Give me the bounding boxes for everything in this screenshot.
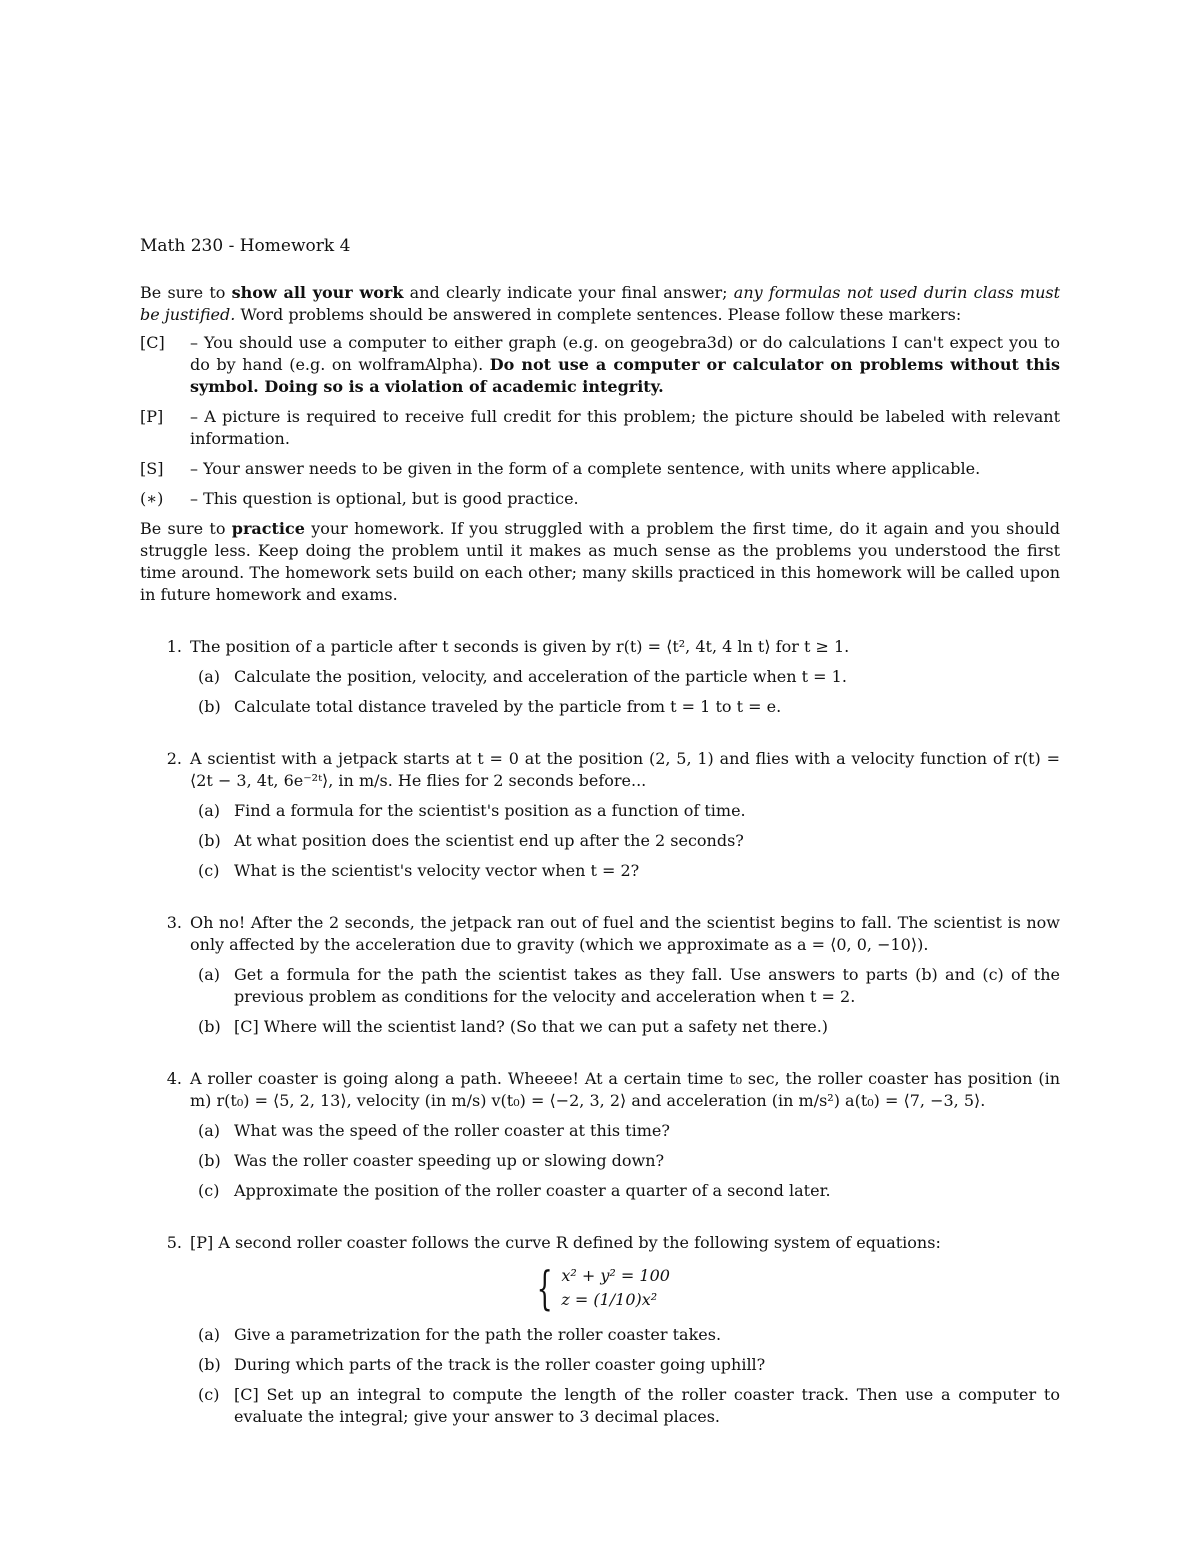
subpart: [198, 1324, 1060, 1346]
subpart-text: Was the roller coaster speeding up or slowing down?: [234, 1151, 665, 1170]
marker-desc: – This question is optional, but is good practice.: [190, 489, 579, 508]
subpart-label: (c): [198, 1385, 220, 1404]
intro-paragraph: [140, 282, 1060, 326]
subpart-text: Approximate the position of the roller coaster a quarter of a second later.: [234, 1181, 831, 1200]
subpart-text: What was the speed of the roller coaster at this time?: [234, 1121, 670, 1140]
marker-tag: [S]: [140, 459, 164, 478]
marker-item: [140, 406, 1060, 450]
marker-tag: (∗): [140, 489, 164, 508]
left-brace-icon: {: [536, 1261, 553, 1315]
subpart-label: (a): [198, 965, 221, 984]
marker-tag: [C]: [140, 333, 165, 352]
subpart: [198, 1120, 1060, 1142]
subpart-text: At what position does the scientist end up after the 2 seconds?: [234, 831, 744, 850]
problem-5: [140, 1232, 1060, 1428]
subpart: [198, 1016, 1060, 1038]
problem-number: 3.: [166, 913, 182, 932]
subpart-text: During which parts of the track is the roller coaster going uphill?: [234, 1355, 766, 1374]
subpart-text: Calculate total distance traveled by the particle from t = 1 to t = e.: [234, 697, 782, 716]
practice-paragraph: [140, 518, 1060, 606]
subpart-text: [C] Set up an integral to compute the length of the roller coaster track. Then use a computer to evaluate the integral; give your answer to 3 decimal places.: [234, 1385, 1060, 1426]
intro-text-e: Word problems should be answered in complete sentences. Please follow these markers:: [235, 305, 962, 324]
intro-bold: show all your work: [231, 283, 404, 302]
problem-4: [140, 1068, 1060, 1202]
problem-2: [140, 748, 1060, 882]
subpart-label: (b): [198, 831, 221, 850]
marker-desc: – A picture is required to receive full credit for this problem; the picture should be labeled with relevant information.: [190, 407, 1060, 448]
problem-text: Oh no! After the 2 seconds, the jetpack ran out of fuel and the scientist begins to fall. The scientist is now only affected by the acceleration due to gravity (which we approximate as a = ⟨0, 0, −10⟩).: [190, 913, 1060, 954]
subpart-label: (a): [198, 1121, 221, 1140]
subpart: [198, 1180, 1060, 1202]
intro-italic: any formulas not used durin class must be justified.: [140, 283, 1061, 324]
subpart-text: Get a formula for the path the scientist takes as they fall. Use answers to parts (b) and (c) of the previous problem as conditions for the velocity and acceleration when t = 2.: [234, 965, 1060, 1006]
problem-text: [P] A second roller coaster follows the curve R defined by the following system of equations:: [190, 1233, 941, 1252]
subpart-text: What is the scientist's velocity vector when t = 2?: [234, 861, 640, 880]
subpart: [198, 1384, 1060, 1428]
marker-tag: [P]: [140, 407, 164, 426]
subpart: [198, 800, 1060, 822]
marker-desc: [190, 332, 1060, 398]
subpart: [198, 860, 1060, 882]
subpart-text: Calculate the position, velocity, and acceleration of the particle when t = 1.: [234, 667, 847, 686]
subpart: [198, 830, 1060, 852]
homework-page: [140, 236, 1060, 1458]
subpart-label: (c): [198, 1181, 220, 1200]
equation-2: z = (1/10)x²: [561, 1290, 658, 1309]
equation-system: [140, 1261, 1060, 1315]
subpart-label: (a): [198, 1325, 221, 1344]
problem-text: The position of a particle after t seconds is given by r(t) = ⟨t², 4t, 4 ln t⟩ for t ≥ 1.: [190, 637, 850, 656]
subpart-label: (b): [198, 697, 221, 716]
marker-warning: Do not use a computer or calculator on problems without this symbol. Doing so is a violation of academic integrity.: [190, 355, 1060, 396]
marker-text: – You should use a computer to either graph (e.g. on geogebra3d) or do calculations I can't expect you to do by hand (e.g. on wolframAlpha).: [190, 333, 1060, 374]
subpart: [198, 666, 1060, 688]
subpart-label: (c): [198, 861, 220, 880]
practice-bold: practice: [231, 519, 305, 538]
subpart-text: [C] Where will the scientist land? (So that we can put a safety net there.): [234, 1017, 829, 1036]
problem-1: [140, 636, 1060, 718]
subpart-text: Find a formula for the scientist's position as a function of time.: [234, 801, 746, 820]
subpart: [198, 1150, 1060, 1172]
page-title: Math 230 - Homework 4: [140, 236, 351, 256]
problem-list: [140, 636, 1060, 1428]
problem-number: 2.: [166, 749, 182, 768]
subpart: [198, 964, 1060, 1008]
marker-desc: – Your answer needs to be given in the form of a complete sentence, with units where applicable.: [190, 459, 981, 478]
practice-text-a: Be sure to: [140, 519, 232, 538]
marker-item: [140, 458, 1060, 480]
problem-3: [140, 912, 1060, 1038]
practice-text-c: your homework. If you struggled with a problem the first time, do it again and you should struggle less. Keep doing the problem until it makes as much sense as the problems you understood the first time around. The homework sets build on each other; many skills practiced in this homework will be called upon in future homework and exams.: [140, 519, 1060, 604]
marker-item: [140, 488, 1060, 510]
subpart: [198, 1354, 1060, 1376]
problem-text: A scientist with a jetpack starts at t = 0 at the position (2, 5, 1) and flies with a velocity function of r(t) = ⟨2t − 3, 4t, 6e⁻²ᵗ⟩, in m/s. He flies for 2 seconds before...: [190, 749, 1060, 790]
subpart-label: (a): [198, 667, 221, 686]
subpart: [198, 696, 1060, 718]
subpart-label: (b): [198, 1151, 221, 1170]
subpart-label: (b): [198, 1017, 221, 1036]
intro-text-a: Be sure to: [140, 283, 232, 302]
marker-list: [140, 332, 1060, 510]
subpart-text: Give a parametrization for the path the roller coaster takes.: [234, 1325, 722, 1344]
problem-text: A roller coaster is going along a path. Wheeee! At a certain time t₀ sec, the roller coaster has position (in m) r(t₀) = ⟨5, 2, 13⟩, velocity (in m/s) v(t₀) = ⟨−2, 3, 2⟩ and acceleration (in m/s²) a(t₀) = ⟨7, −3, 5⟩.: [190, 1069, 1060, 1110]
intro-text-c: and clearly indicate your final answer;: [403, 283, 734, 302]
equation-1: x² + y² = 100: [561, 1266, 670, 1285]
subpart-label: (a): [198, 801, 221, 820]
subpart-label: (b): [198, 1355, 221, 1374]
problem-number: 5.: [166, 1233, 182, 1252]
marker-item: [140, 332, 1060, 398]
problem-number: 1.: [166, 637, 182, 656]
problem-number: 4.: [166, 1069, 182, 1088]
